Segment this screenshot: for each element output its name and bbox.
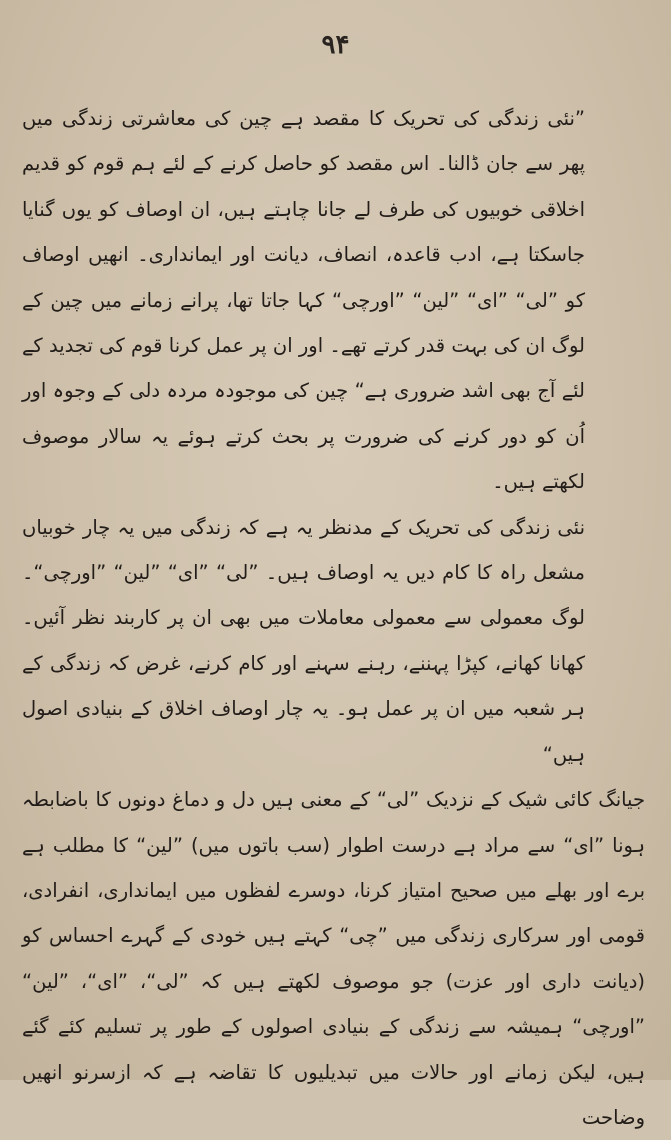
paragraph-2: نئی زندگی کی تحریک کے مدنظر یہ ہے کہ زندگی میں یہ چار خوبیاں مشعل راہ کا کام دیں یہ اوصاف ہیں۔ ”لی“ ”ای“ ”لین“ ”اورچی“۔ لوگ معمولی سے معمولی معاملات میں بھی ان پر کاربند نظر آئیں۔ کھانا کھانے، کپڑا پہننے، رہنے سہنے اور کام کرنے، غرض کہ زندگی کے ہر شعبہ میں ان پر عمل ہو۔ یہ چار اوصاف اخلاق کے بنیادی اصول ہیں“ <box>22 515 585 766</box>
paragraph-1: ”نئی زندگی کی تحریک کا مقصد ہے چین کی معاشرتی زندگی میں پھر سے جان ڈالنا۔ اس مقصد کو حاصل کرنے کے لئے ہم قوم کو قدیم اخلاقی خوبیوں کی طرف لے جانا چاہتے ہیں، ان اوصاف کو یوں گنایا جاسکتا ہے، ادب قاعدہ، انصاف، دیانت اور ایمانداری۔ انھیں اوصاف کو ”لی“ ”ای“ ”لین“ ”اورچی“ کہا جاتا تھا، پرانے زمانے میں چین کے لوگ ان کی بہت قدر کرتے تھے۔ اور ان پر عمل کرنا قوم کی تجدید کے لئے آج بھی اشد ضروری ہے“ چین کی موجودہ مردہ دلی کے وجوہ اور اُن کو دور کرنے کی ضرورت پر بحث کرتے ہوئے یہ سالار موصوف لکھتے ہیں۔ <box>22 107 585 494</box>
page-body-text <box>22 96 645 1140</box>
paragraph-3: جیانگ کائی شیک کے نزدیک ”لی“ کے معنی ہیں دل و دماغ دونوں کا باضابطہ ہونا ”ای“ سے مراد ہے درست اطوار (سب باتوں میں) ”لین“ کا مطلب ہے برے اور بھلے میں صحیح امتیاز کرنا، دوسرے لفظوں میں ایمانداری، انفرادی، قومی اور سرکاری زندگی میں ”چی“ کہتے ہیں خودی کے گہرے احساس کو (دیانت داری اور عزت) جو موصوف لکھتے ہیں کہ ”لی“، ”ای“، ”لین“ ”اورچی“ ہمیشہ سے زندگی کے بنیادی اصولوں کے طور پر تسلیم کئے گئے ہیں، لیکن زمانے اور حالات میں تبدیلیوں کا تقاضہ ہے کہ ازسرنو انھیں وضاحت <box>22 788 645 1129</box>
page-number: ۹۴ <box>321 30 350 60</box>
